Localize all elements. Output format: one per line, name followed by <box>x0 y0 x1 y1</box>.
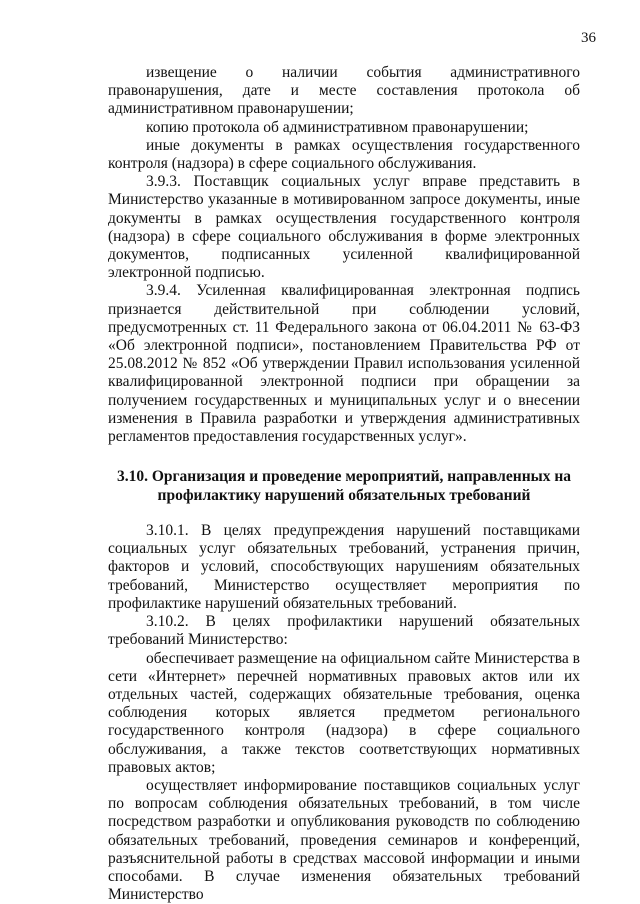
paragraph: 3.9.3. Поставщик социальных услуг вправе представить в Министерство указанные в мотивированном запросе документы, иные документы в рамках осуществления государственного контроля (надзора) в сфере социального обслуживания в форме электронных документов, подписанных усиленной квалифицированной электронной подписью. <box>108 173 580 282</box>
paragraph: копию протокола об административном правонарушении; <box>146 118 529 136</box>
paragraph: 3.10.2. В целях профилактики нарушений обязательных требований Министерство: <box>108 613 580 649</box>
section-heading: 3.10. Организация и проведение мероприятий, направленных на профилактику нарушений обязательных требований <box>116 468 572 504</box>
paragraph: 3.10.1. В целях предупреждения нарушений поставщиками социальных услуг обязательных требований, устранения причин, факторов и условий, способствующих нарушениям обязательных требований, Министерство осуществляет мероприятия по профилактике нарушений обязательных требований. <box>108 522 580 612</box>
paragraph: извещение о наличии события административного правонарушения, дате и месте составления протокола об административном правонарушении; <box>108 64 580 118</box>
paragraph: осуществляет информирование поставщиков социальных услуг по вопросам соблюдения обязательных требований, в том числе посредством разработки и опубликования руководств по соблюдению обязательных требований, проведения семинаров и конференций, разъяснительной работы в средствах массовой информации и иными способами. В случае изменения обязательных требований Министерство <box>108 776 580 904</box>
paragraph: обеспечивает размещение на официальном сайте Министерства в сети «Интернет» перечней нормативных правовых актов или их отдельных частей, содержащих обязательные требования, оценка соблюдения которых является предметом регионального государственного контроля (надзора) в сфере социального обслуживания, а также текстов соответствующих нормативных правовых актов; <box>108 649 580 776</box>
paragraph: 3.9.4. Усиленная квалифицированная электронная подпись признается действительной при соблюдении условий, предусмотренных ст. 11 Федерального закона от 06.04.2011 № 63-ФЗ «Об электронной подписи», постановлением Правительства РФ от 25.08.2012 № 852 «Об утверждении Правил использования усиленной квалифицированной электронной подписи при обращении за получением государственных и муниципальных услуг и о внесении изменения в Правила разработки и утверждения административных регламентов предоставления государственных услуг». <box>108 282 580 446</box>
page-number: 36 <box>581 30 596 46</box>
document-body <box>108 64 580 904</box>
paragraph: иные документы в рамках осуществления государственного контроля (надзора) в сфере социального обслуживания. <box>108 136 580 173</box>
